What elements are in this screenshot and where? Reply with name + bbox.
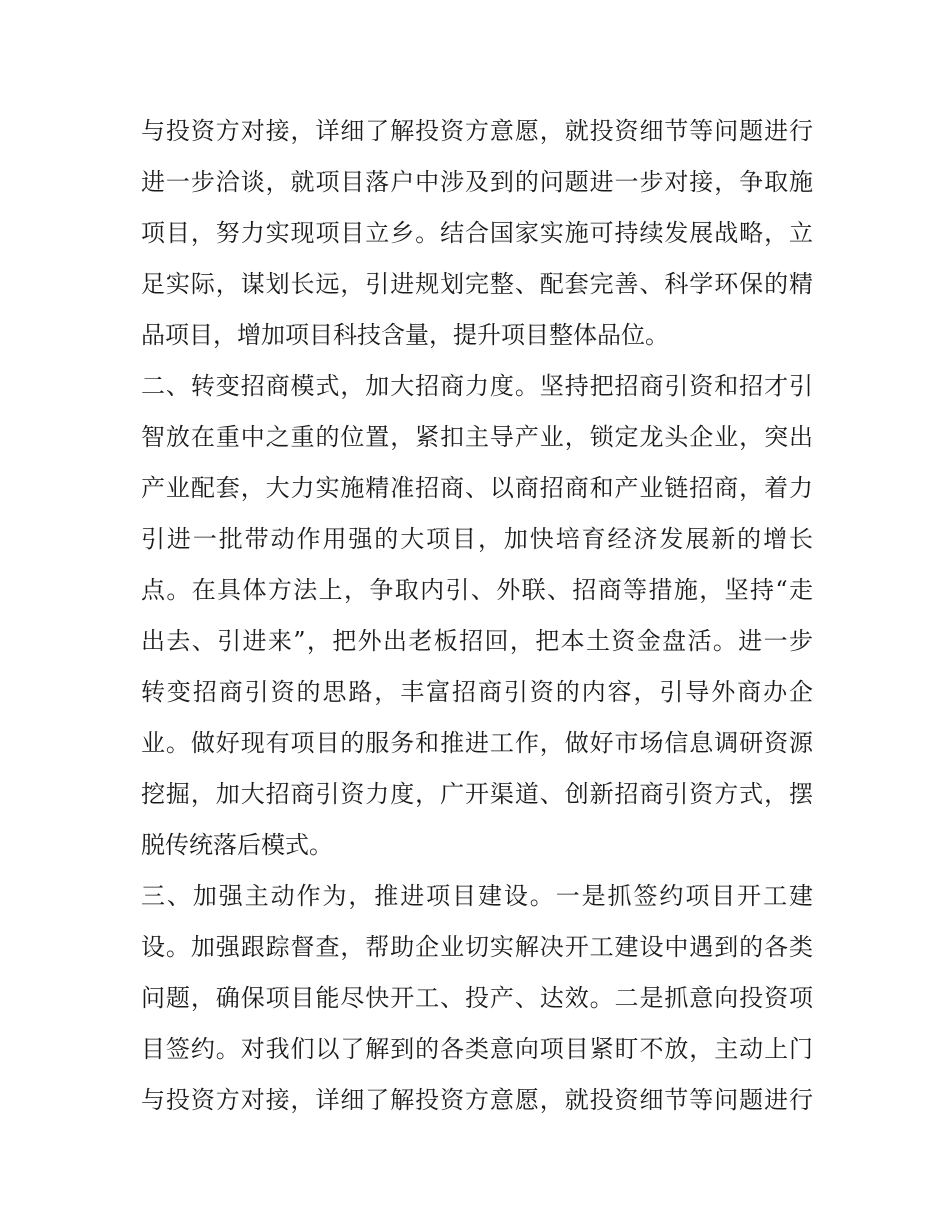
text-line: 进一步洽谈，就项目落户中涉及到的问题进一步对接，争取施 — [141, 168, 813, 196]
text-line: 引进一批带动作用强的大项目，加快培育经济发展新的增长 — [141, 525, 813, 553]
text-line: 足实际，谋划长远，引进规划完整、配套完善、科学环保的精 — [141, 270, 813, 298]
text-line: 产业配套，大力实施精准招商、以商招商和产业链招商，着力 — [141, 474, 813, 502]
text-line: 三、加强主动作为，推进项目建设。一是抓签约项目开工建 — [141, 882, 813, 910]
text-line: 项目，努力实现项目立乡。结合国家实施可持续发展战略，立 — [141, 219, 813, 247]
text-line: 点。在具体方法上，争取内引、外联、招商等措施，坚持“走 — [141, 576, 813, 604]
text-line: 设。加强跟踪督查，帮助企业切实解决开工建设中遇到的各类 — [141, 933, 813, 961]
text-line: 业。做好现有项目的服务和推进工作，做好市场信息调研资源 — [141, 729, 813, 757]
paragraph-3 — [141, 871, 813, 1126]
paragraph-2 — [141, 361, 813, 871]
paragraph-1 — [141, 106, 813, 361]
document-body — [141, 106, 813, 1126]
text-line: 转变招商引资的思路，丰富招商引资的内容，引导外商办企 — [141, 678, 813, 706]
text-line: 挖掘，加大招商引资力度，广开渠道、创新招商引资方式，摆 — [141, 780, 813, 808]
text-line: 出去、引进来”，把外出老板招回，把本土资金盘活。进一步 — [141, 627, 813, 655]
text-line: 目签约。对我们以了解到的各类意向项目紧盯不放，主动上门 — [141, 1035, 813, 1063]
text-line: 与投资方对接，详细了解投资方意愿，就投资细节等问题进行 — [141, 117, 813, 145]
text-line: 脱传统落后模式。 — [141, 831, 333, 859]
text-line: 问题，确保项目能尽快开工、投产、达效。二是抓意向投资项 — [141, 984, 813, 1012]
text-line: 与投资方对接，详细了解投资方意愿，就投资细节等问题进行 — [141, 1086, 813, 1114]
text-line: 智放在重中之重的位置，紧扣主导产业，锁定龙头企业，突出 — [141, 423, 813, 451]
text-line: 品项目，增加项目科技含量，提升项目整体品位。 — [141, 321, 669, 349]
text-line: 二、转变招商模式，加大招商力度。坚持把招商引资和招才引 — [141, 372, 813, 400]
